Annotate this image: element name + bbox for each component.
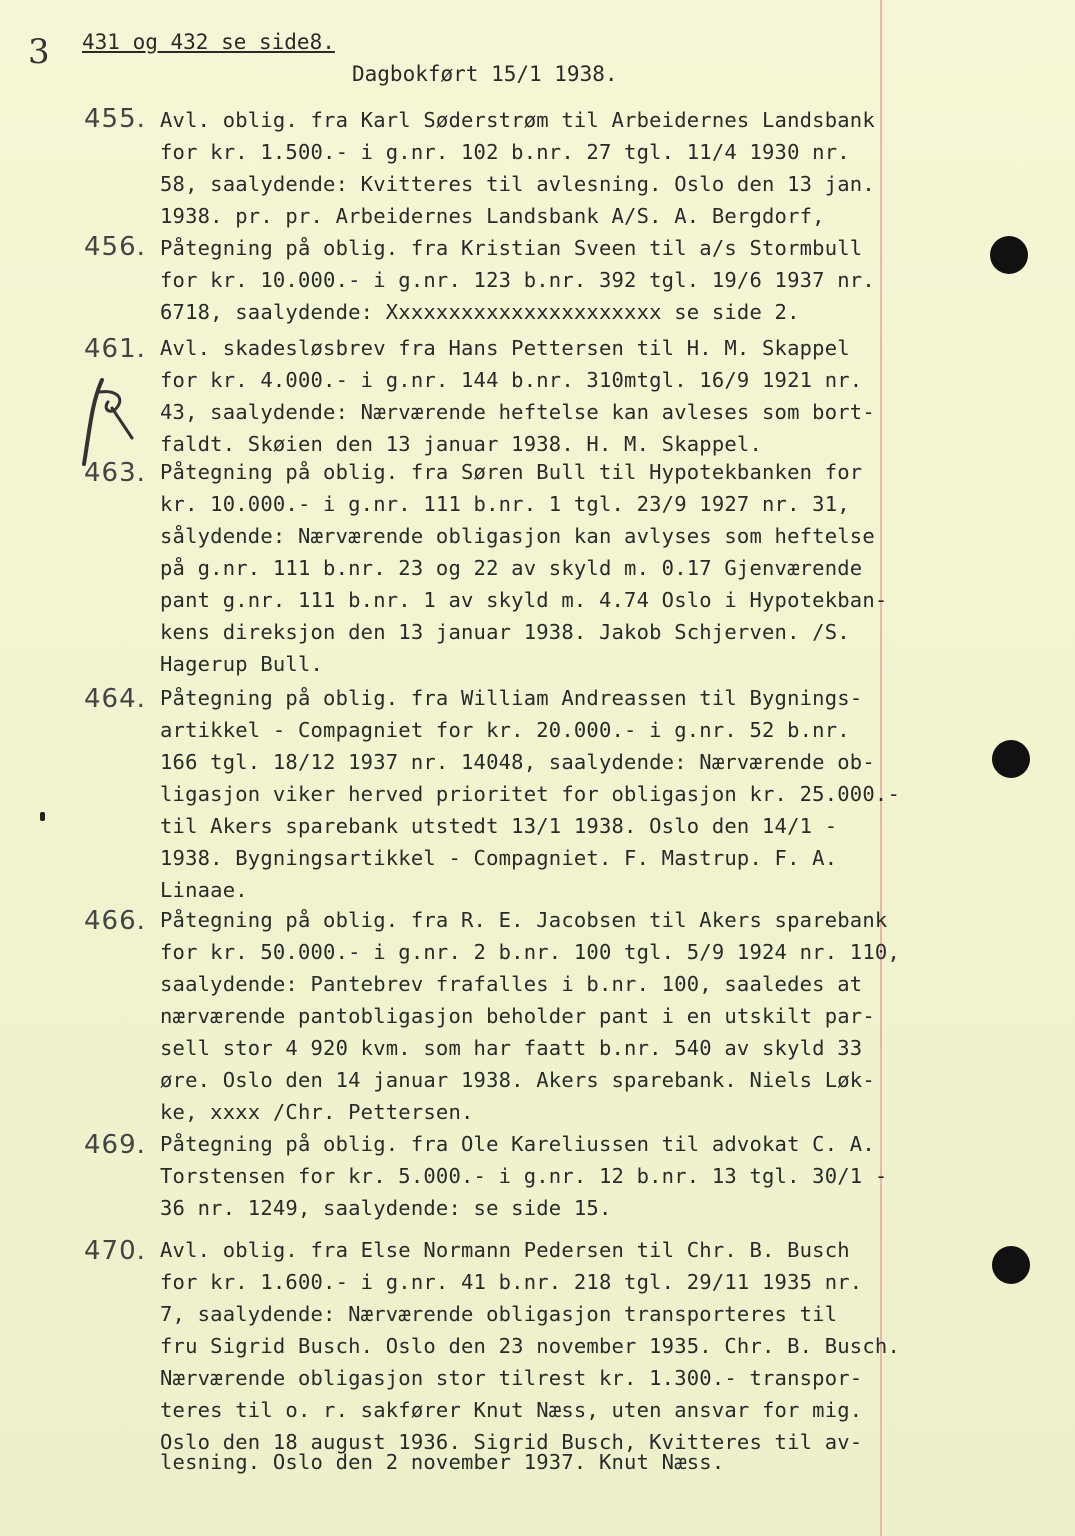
entry-line: Påtegning på oblig. fra Ole Kareliussen til advokat C. A.	[160, 1132, 875, 1156]
page-mark: 3	[28, 32, 50, 72]
entry-line: 1938. pr. pr. Arbeidernes Landsbank A/S. A. Bergdorf,	[160, 204, 825, 228]
entry-line: 6718, saalydende: Xxxxxxxxxxxxxxxxxxxxxx se side 2.	[160, 300, 800, 324]
entry-line: til Akers sparebank utstedt 13/1 1938. Oslo den 14/1 -	[160, 814, 838, 838]
entry-number: 456.	[84, 232, 146, 262]
entry-number: 461.	[84, 334, 146, 364]
date-line: Dagbokført 15/1 1938.	[352, 62, 618, 86]
punch-hole	[990, 236, 1028, 274]
entry-number: 466.	[84, 906, 146, 936]
entry-number: 469.	[84, 1130, 146, 1160]
entry-line: sell stor 4 920 kvm. som har faatt b.nr. 540 av skyld 33	[160, 1036, 863, 1060]
handwritten-mark	[72, 372, 142, 472]
entry-line: Påtegning på oblig. fra Søren Bull til Hypotekbanken for	[160, 460, 863, 484]
entry-line: 7, saalydende: Nærværende obligasjon transporteres til	[160, 1302, 838, 1326]
entry-number: 455.	[84, 104, 146, 134]
punch-hole	[992, 1246, 1030, 1284]
entry-line: Påtegning på oblig. fra William Andreassen til Bygnings-	[160, 686, 863, 710]
entry-line: 1938. Bygningsartikkel - Compagniet. F. Mastrup. F. A.	[160, 846, 838, 870]
entry-line: Oslo den 18 august 1936. Sigrid Busch, Kvitteres til av-	[160, 1430, 863, 1454]
entry-line: for kr. 1.600.- i g.nr. 41 b.nr. 218 tgl. 29/11 1935 nr.	[160, 1270, 863, 1294]
entry-line: Linaae.	[160, 878, 248, 902]
entry-line: Torstensen for kr. 5.000.- i g.nr. 12 b.nr. 13 tgl. 30/1 -	[160, 1164, 888, 1188]
punch-hole	[992, 740, 1030, 778]
entry-line: saalydende: Pantebrev frafalles i b.nr. 100, saaledes at	[160, 972, 863, 996]
entry-line: for kr. 10.000.- i g.nr. 123 b.nr. 392 tgl. 19/6 1937 nr.	[160, 268, 875, 292]
entry-line: Avl. skadesløsbrev fra Hans Pettersen til H. M. Skappel	[160, 336, 850, 360]
entry-line: Påtegning på oblig. fra Kristian Sveen til a/s Stormbull	[160, 236, 863, 260]
entry-line: lesning. Oslo den 2 november 1937. Knut Næss.	[160, 1450, 725, 1474]
entry-line: øre. Oslo den 14 januar 1938. Akers sparebank. Niels Løk-	[160, 1068, 875, 1092]
entry-line: nærværende pantobligasjon beholder pant i en utskilt par-	[160, 1004, 875, 1028]
entry-line: Avl. oblig. fra Karl Søderstrøm til Arbeidernes Landsbank	[160, 108, 875, 132]
entry-line: faldt. Skøien den 13 januar 1938. H. M. Skappel.	[160, 432, 763, 456]
entry-line: ke, xxxx /Chr. Pettersen.	[160, 1100, 474, 1124]
entry-line: kens direksjon den 13 januar 1938. Jakob Schjerven. /S.	[160, 620, 850, 644]
entry-line: 58, saalydende: Kvitteres til avlesning. Oslo den 13 jan.	[160, 172, 875, 196]
entry-line: ligasjon viker herved prioritet for obligasjon kr. 25.000.-	[160, 782, 900, 806]
entry-line: 166 tgl. 18/12 1937 nr. 14048, saalydende: Nærværende ob-	[160, 750, 875, 774]
entry-number: 463.	[84, 458, 146, 488]
entry-number: 464.	[84, 684, 146, 714]
entry-line: 43, saalydende: Nærværende heftelse kan avleses som bort-	[160, 400, 875, 424]
entry-line: Avl. oblig. fra Else Normann Pedersen til Chr. B. Busch	[160, 1238, 850, 1262]
margin-rule	[880, 0, 882, 1536]
entry-line: sålydende: Nærværende obligasjon kan avlyses som heftelse	[160, 524, 875, 548]
entry-line: pant g.nr. 111 b.nr. 1 av skyld m. 4.74 Oslo i Hypotekban-	[160, 588, 888, 612]
entry-line: fru Sigrid Busch. Oslo den 23 november 1935. Chr. B. Busch.	[160, 1334, 900, 1358]
entry-line: artikkel - Compagniet for kr. 20.000.- i g.nr. 52 b.nr.	[160, 718, 850, 742]
entry-line: Påtegning på oblig. fra R. E. Jacobsen til Akers sparebank	[160, 908, 888, 932]
entry-line: for kr. 4.000.- i g.nr. 144 b.nr. 310mtgl. 16/9 1921 nr.	[160, 368, 863, 392]
entry-number: 470.	[84, 1236, 146, 1266]
entry-line: på g.nr. 111 b.nr. 23 og 22 av skyld m. 0.17 Gjenværende	[160, 556, 863, 580]
page-header: 431 og 432 se side8.	[82, 30, 335, 54]
entry-line: kr. 10.000.- i g.nr. 111 b.nr. 1 tgl. 23/9 1927 nr. 31,	[160, 492, 850, 516]
entry-line: Nærværende obligasjon stor tilrest kr. 1.300.- transpor-	[160, 1366, 863, 1390]
entry-line: for kr. 1.500.- i g.nr. 102 b.nr. 27 tgl. 11/4 1930 nr.	[160, 140, 850, 164]
ink-dot	[40, 812, 45, 821]
entry-line: 36 nr. 1249, saalydende: se side 15.	[160, 1196, 612, 1220]
entry-line: Hagerup Bull.	[160, 652, 324, 676]
entry-line: for kr. 50.000.- i g.nr. 2 b.nr. 100 tgl. 5/9 1924 nr. 110,	[160, 940, 900, 964]
entry-line: teres til o. r. sakfører Knut Næss, uten ansvar for mig.	[160, 1398, 863, 1422]
